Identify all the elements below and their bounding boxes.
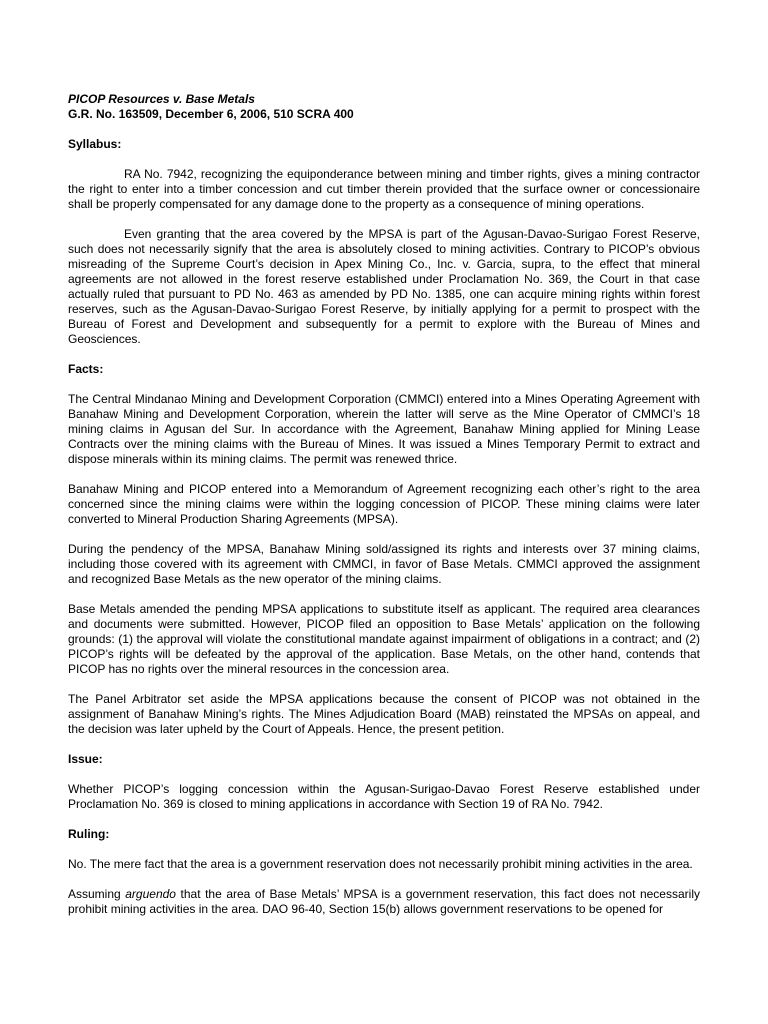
case-title: PICOP Resources v. Base Metals	[68, 92, 255, 106]
case-citation: G.R. No. 163509, December 6, 2006, 510 SCRA 400	[68, 107, 354, 121]
ruling-heading: Ruling:	[68, 827, 110, 841]
facts-paragraph: Banahaw Mining and PICOP entered into a Memorandum of Agreement recognizing each other’s right to the area concerned since the mining claims were within the logging concession of PICOP. These mining claims were later converted to Mineral Production Sharing Agreements (MPSA).	[68, 482, 700, 526]
ruling-paragraph	[68, 887, 700, 917]
issue-paragraph: Whether PICOP’s logging concession within the Agusan-Surigao-Davao Forest Reserve established under Proclamation No. 369 is closed to mining applications in accordance with Section 19 of RA No. 7942.	[68, 782, 700, 811]
document-page	[68, 92, 700, 932]
ruling-text-after: that the area of Base Metals’ MPSA is a government reservation, this fact does not necessarily prohibit mining activities in the area. DAO 96-40, Section 15(b) allows government reservations to be opened for	[68, 887, 700, 916]
ruling-text-before: Assuming	[68, 887, 126, 901]
syllabus-heading: Syllabus:	[68, 137, 122, 151]
facts-paragraph: The Panel Arbitrator set aside the MPSA applications because the consent of PICOP was not obtained in the assignment of Banahaw Mining’s rights. The Mines Adjudication Board (MAB) reinstated the MPSAs on appeal, and the decision was later upheld by the Court of Appeals. Hence, the present petition.	[68, 692, 700, 736]
facts-heading: Facts:	[68, 362, 104, 376]
facts-paragraph: The Central Mindanao Mining and Development Corporation (CMMCI) entered into a Mines Operating Agreement with Banahaw Mining and Development Corporation, wherein the latter will serve as the Mine Operator of CMMCI’s 18 mining claims in Agusan del Sur. In accordance with the Agreement, Banahaw Mining applied for Mining Lease Contracts over the mining claims with the Bureau of Mines. It was issued a Mines Temporary Permit to extract and dispose minerals within its mining claims. The permit was renewed thrice.	[68, 392, 700, 466]
ruling-paragraph: No. The mere fact that the area is a government reservation does not necessarily prohibit mining activities in the area.	[68, 857, 693, 871]
facts-paragraph: During the pendency of the MPSA, Banahaw Mining sold/assigned its rights and interests over 37 mining claims, including those covered with its agreement with CMMCI, in favor of Base Metals. CMMCI approved the assignment and recognized Base Metals as the new operator of the mining claims.	[68, 542, 700, 586]
ruling-text-italic: arguendo	[125, 887, 176, 901]
facts-paragraph: Base Metals amended the pending MPSA applications to substitute itself as applicant. The required area clearances and documents were submitted. However, PICOP filed an opposition to Base Metals’ application on the following grounds: (1) the approval will violate the constitutional mandate against impairment of obligations in a contract; and (2) PICOP’s rights will be defeated by the approval of the application. Base Metals, on the other hand, contends that PICOP has no rights over the mineral resources in the concession area.	[68, 602, 700, 676]
syllabus-paragraph: RA No. 7942, recognizing the equiponderance between mining and timber rights, gives a mining contractor the right to enter into a timber concession and cut timber therein provided that the surface owner or concessionaire shall be properly compensated for any damage done to the property as a consequence of mining operations.	[68, 167, 700, 211]
syllabus-paragraph: Even granting that the area covered by the MPSA is part of the Agusan-Davao-Surigao Forest Reserve, such does not necessarily signify that the area is absolutely closed to mining activities. Contrary to PICOP’s obvious misreading of the Supreme Court’s decision in Apex Mining Co., Inc. v. Garcia, supra, to the effect that mineral agreements are not allowed in the forest reserve established under Proclamation No. 369, the Court in that case actually ruled that pursuant to PD No. 463 as amended by PD No. 1385, one can acquire mining rights within forest reserves, such as the Agusan-Davao-Surigao Forest Reserve, by initially applying for a permit to prospect with the Bureau of Forest and Development and subsequently for a permit to explore with the Bureau of Mines and Geosciences.	[68, 227, 700, 346]
issue-heading: Issue:	[68, 752, 103, 766]
